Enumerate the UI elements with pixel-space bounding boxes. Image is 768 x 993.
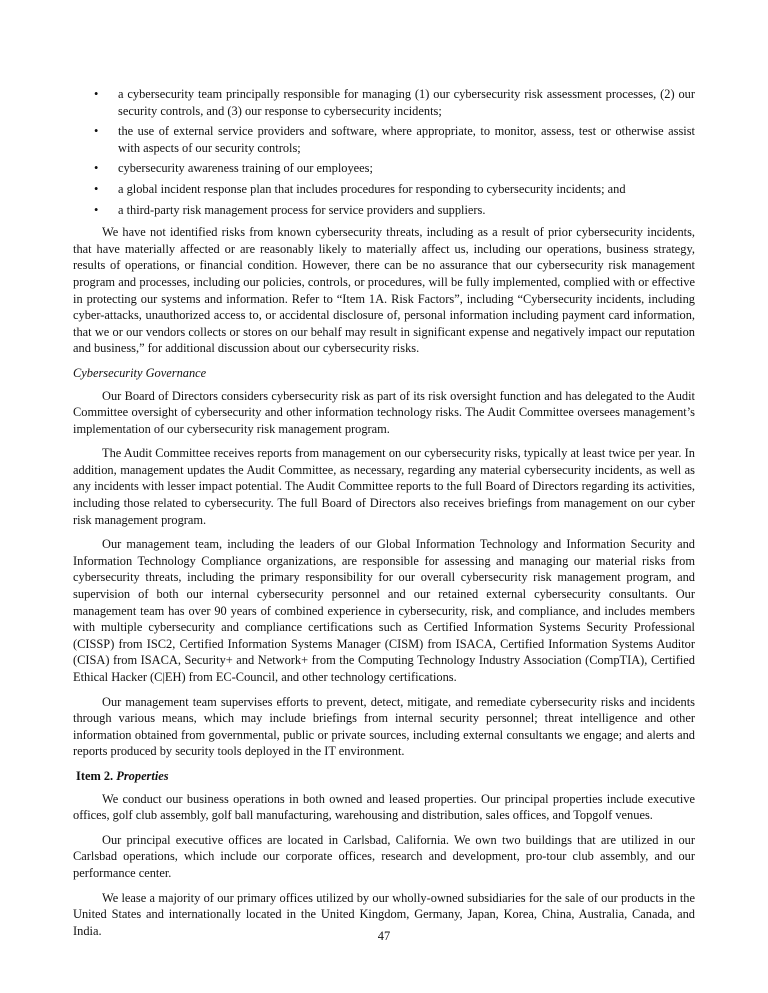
properties-paragraph: Our principal executive offices are located in Carlsbad, California. We own two buildings that are utilized in our Carlsbad operations, which include our corporate offices, research and development, pro-tour club assembly, and our performance center. (73, 832, 695, 880)
governance-paragraph: The Audit Committee receives reports from management on our cybersecurity risks, typically at least twice per year. In addition, management updates the Audit Committee, as necessary, regarding any material cybersecurity incidents, as well as any incidents with lesser impact potential. The Audit Committee reports to the full Board of Directors regarding its activities, including those related to cybersecurity. The full Board of Directors also receives briefings from management on our cyber risk management program. (73, 446, 695, 527)
list-item (73, 181, 695, 198)
bullet-icon: • (94, 87, 99, 101)
list-item-text: a cybersecurity team principally responsible for managing (1) our cybersecurity risk assessment processes, (2) our security controls, and (3) our response to cybersecurity incidents; (118, 87, 695, 118)
properties-paragraph: We conduct our business operations in both owned and leased properties. Our principal properties include executive offices, golf club assembly, golf ball manufacturing, warehousing and distribution, sales offices, and Topgolf venues. (73, 791, 695, 823)
list-item (73, 202, 695, 219)
list-item-text: the use of external service providers and software, where appropriate, to monitor, assess, test or otherwise assist with aspects of our security controls; (118, 124, 695, 155)
bullet-icon: • (94, 181, 99, 196)
list-item-text: a third-party risk management process for service providers and suppliers. (118, 202, 486, 217)
governance-paragraph: Our management team supervises efforts to prevent, detect, mitigate, and remediate cybersecurity risks and incidents through various means, which may include briefings from internal security personnel; threat intelligence and other information obtained from governmental, public or private sources, including external consultants we engage; and alerts and reports produced by security tools deployed in the IT environment. (73, 694, 695, 759)
list-item-text: a global incident response plan that includes procedures for responding to cybersecurity incidents; and (118, 181, 626, 196)
item-label: Item 2. (76, 768, 114, 783)
list-item (73, 123, 695, 156)
cybersecurity-program-list (73, 86, 695, 218)
risk-paragraph: We have not identified risks from known cybersecurity threats, including as a result of prior cybersecurity incidents, that have materially affected or are reasonably likely to materially affect us, including our operations, business strategy, results of operations, or financial condition. However, there can be no assurance that our cybersecurity risk management program and processes, including our policies, controls, or procedures, will be fully implemented, complied with or effective in protecting our systems and information. Refer to “Item 1A. Risk Factors”, including “Cybersecurity incidents, including cyber-attacks, unauthorized access to, or accidental disclosure of, personal information including payment card information, that we or our vendors collects or stores on our behalf may result in significant expense and negatively impact our reputation and business,” for additional discussion about our cybersecurity risks. (73, 225, 695, 356)
governance-heading: Cybersecurity Governance (73, 365, 207, 380)
bullet-icon: • (94, 202, 99, 217)
item-2-heading (76, 768, 695, 785)
governance-paragraph: Our management team, including the leaders of our Global Information Technology and Information Security and Information Technology Compliance organizations, are responsible for assessing and managing our material risks from cybersecurity threats, including the primary responsibility for our overall cybersecurity risk management program, and supervision of both our internal cybersecurity personnel and our retained external cybersecurity consultants. Our management team has over 90 years of combined experience in cybersecurity, risk, and compliance, and includes members with multiple cybersecurity and compliance certifications such as Certified Information Systems Security Professional (CISSP) from ISC2, Certified Information Systems Manager (CISM) from ISACA, Certified Information Systems Auditor (CISA) from ISACA, Security+ and Network+ from the Computing Technology Industry Association (CompTIA), Certified Ethical Hacker (C|EH) from EC-Council, and other technology certifications. (73, 537, 695, 684)
item-title: Properties (116, 768, 169, 783)
list-item (73, 160, 695, 177)
list-item-text: cybersecurity awareness training of our employees; (118, 161, 373, 176)
page-number: 47 (377, 929, 391, 943)
document-page (73, 86, 695, 947)
governance-paragraph: Our Board of Directors considers cybersecurity risk as part of its risk oversight function and has delegated to the Audit Committee oversight of cybersecurity and other information technology risks. The Audit Committee oversees management’s implementation of our cybersecurity risk management program. (73, 388, 695, 436)
properties-paragraph: We lease a majority of our primary offices utilized by our wholly-owned subsidiaries for the sale of our products in the United States and internationally located in the United Kingdom, Germany, Japan, Korea, China, Australia, Canada, and India. (73, 890, 695, 938)
bullet-icon: • (94, 161, 99, 176)
bullet-icon: • (94, 124, 99, 139)
list-item (73, 86, 695, 119)
